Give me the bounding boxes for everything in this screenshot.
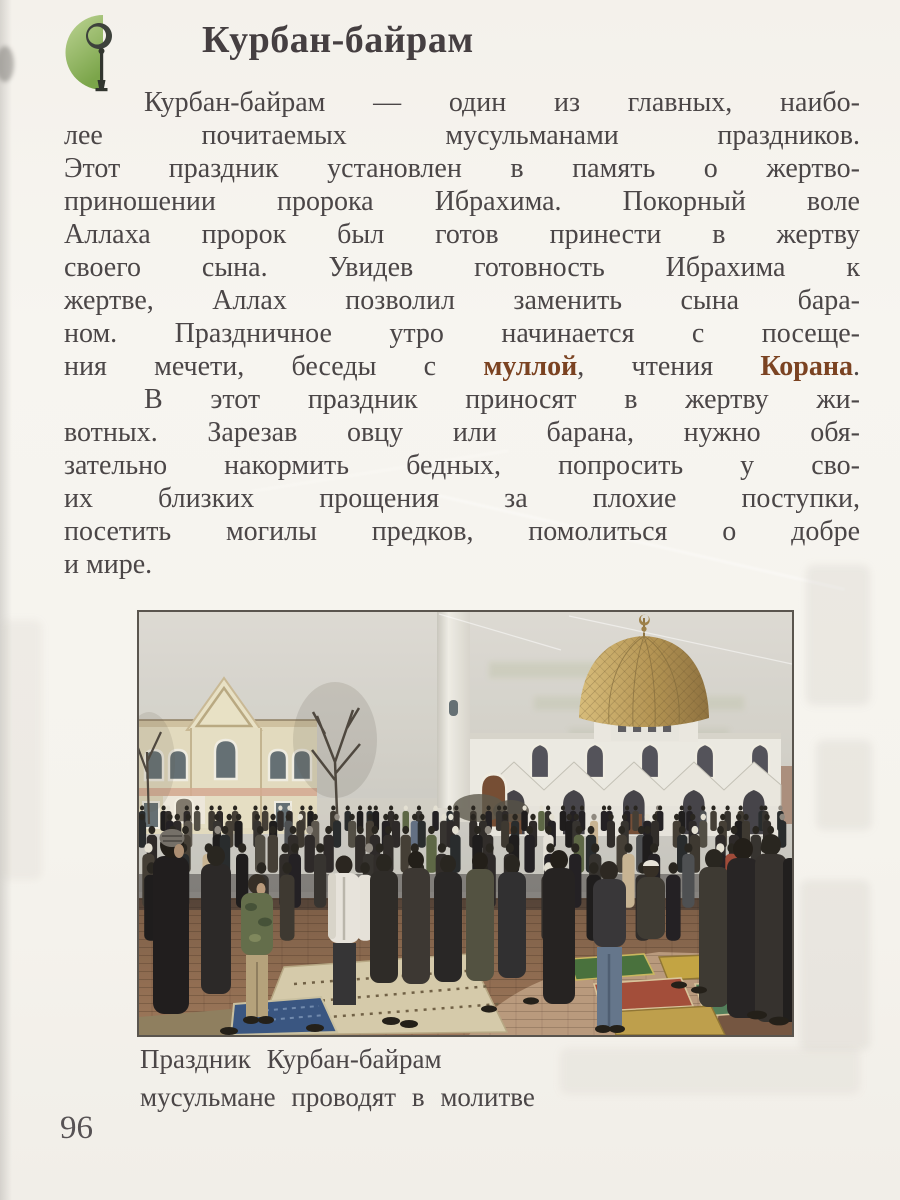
figure-photo	[137, 610, 794, 1037]
body-text	[64, 86, 860, 581]
text-line	[64, 251, 860, 284]
text-line	[64, 152, 860, 185]
text-segment: Курбан-байрам — один из главных, наибо-	[144, 87, 860, 118]
text-segment: вотных. Зарезав овцу или барана, нужно обя-	[64, 417, 860, 448]
bleedthrough-mark	[816, 740, 872, 830]
text-line	[64, 350, 860, 383]
text-line	[64, 515, 860, 548]
text-segment: .	[853, 351, 860, 382]
paragraph	[64, 86, 860, 383]
text-segment: ния мечети, беседы с	[64, 351, 484, 382]
text-segment: Аллаха пророк был готов принести в жертву	[64, 219, 860, 250]
text-segment: их близких прощения за плохие поступки,	[64, 483, 860, 514]
bleedthrough-mark	[806, 565, 870, 705]
term-bold: Корана	[760, 351, 853, 382]
page-number: 96	[60, 1110, 93, 1146]
text-line	[64, 86, 860, 119]
text-segment: жертве, Аллах позволил заменить сына бара-	[64, 285, 860, 316]
photo-tint	[139, 612, 792, 1035]
prayer-scene	[139, 612, 792, 1035]
text-line	[64, 416, 860, 449]
text-segment: своего сына. Увидев готовность Ибрахима к	[64, 252, 860, 283]
crescent-minaret-icon	[60, 8, 144, 98]
text-line	[64, 185, 860, 218]
text-segment: лее почитаемых мусульманами праздников.	[64, 120, 860, 151]
page-title: Курбан-байрам	[202, 19, 474, 61]
bleedthrough-mark	[2, 620, 42, 880]
caption-line: Праздник Курбан-байрам	[140, 1044, 442, 1074]
text-line	[64, 317, 860, 350]
text-line	[64, 119, 860, 152]
text-line	[64, 449, 860, 482]
paragraph	[64, 383, 860, 581]
figure-caption	[140, 1040, 660, 1116]
bleedthrough-mark	[800, 880, 870, 1050]
caption-line: мусульмане проводят в молитве	[140, 1082, 535, 1112]
text-segment: и мире.	[64, 549, 153, 580]
text-line	[64, 218, 860, 251]
text-line	[64, 383, 860, 416]
text-segment: В этот праздник приносят в жертву жи-	[144, 384, 860, 415]
text-segment: посетить могилы предков, помолиться о добре	[64, 516, 860, 547]
text-line	[64, 284, 860, 317]
text-segment: , чтения	[577, 351, 761, 382]
text-segment: приношении пророка Ибрахима. Покорный воле	[64, 186, 860, 217]
text-line	[64, 482, 860, 515]
text-segment: ном. Праздничное утро начинается с посеще-	[64, 318, 860, 349]
text-line	[64, 548, 860, 581]
term-bold: муллой	[483, 351, 578, 382]
text-segment: Этот праздник установлен в память о жертво-	[64, 153, 860, 184]
text-segment: зательно накормить бедных, попросить у сво-	[64, 450, 860, 481]
page-edge-shadow	[0, 0, 12, 1200]
